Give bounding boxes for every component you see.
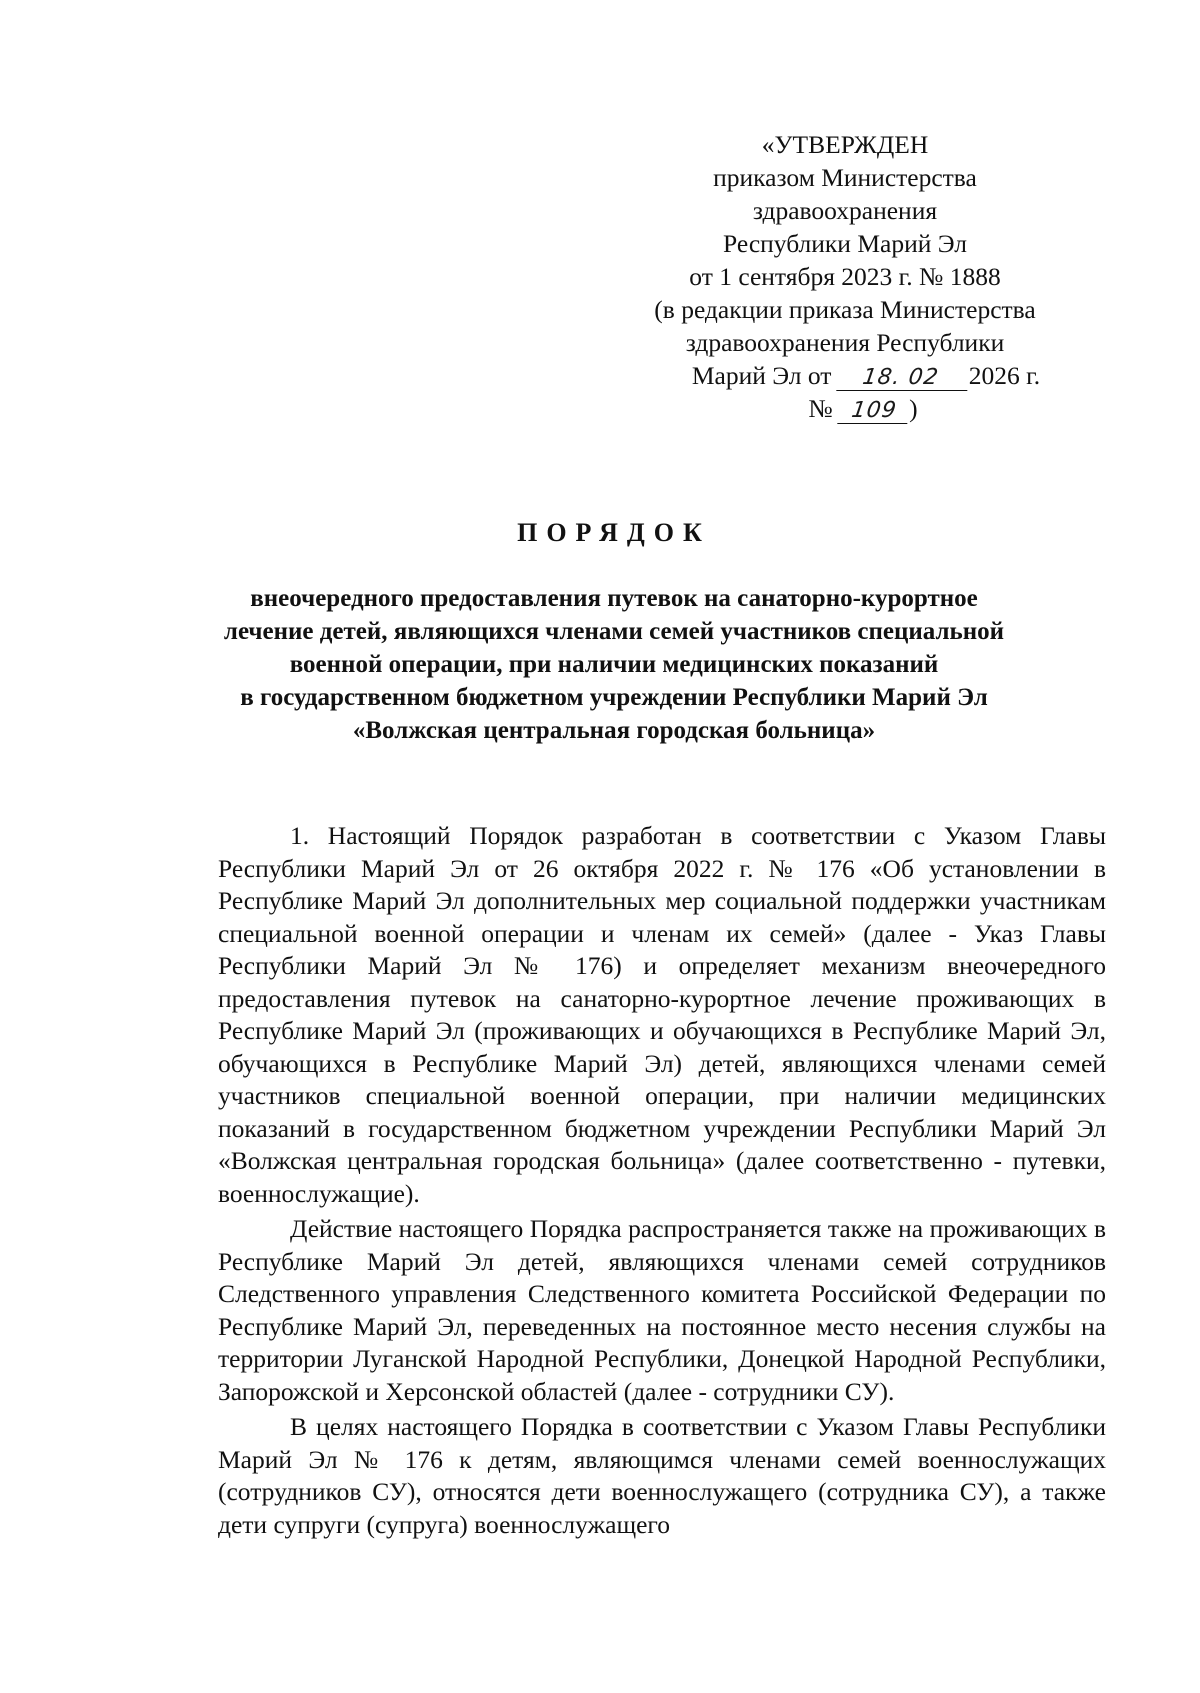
approval-order-line: приказом Министерства — [713, 163, 977, 192]
approval-ministry-line: здравоохранения — [752, 196, 938, 225]
revision-number-suffix: ) — [909, 394, 918, 423]
subtitle-line-1: внеочередного предоставления путевок на санаторно-курортное — [250, 585, 978, 612]
handwritten-date: 18. 02 — [836, 366, 971, 391]
revision-number-prefix: № — [808, 394, 833, 423]
approval-revision-line: (в редакции приказа Министерства — [654, 295, 1036, 324]
approval-date-line: от 1 сентября 2023 г. № 1888 — [689, 262, 1001, 291]
paragraph-2: Действие настоящего Порядка распространяется также на проживающих в Республике Марий Эл детей, являющихся членами семей сотрудников Следственного управления Следственного комитета Российской Федерации по Республике Марий Эл, переведенных на постоянное место несения службы на территории Луганской Народной Республики, Донецкой Народной Республики, Запорожской и Херсонской областей (далее - сотрудники СУ). — [218, 1214, 1106, 1406]
paragraph-1: 1. Настоящий Порядок разработан в соответствии с Указом Главы Республики Марий Эл от 26 октября 2022 г. № 176 «Об установлении в Республике Марий Эл дополнительных мер социальной поддержки участникам специальной военной операции и членам их семей» (далее - Указ Главы Республики Марий Эл № 176) и определяет механизм внеочередного предоставления путевок на санаторно-курортное лечение проживающих в Республике Марий Эл (проживающих и обучающихся в Республике Марий Эл, обучающихся в Республике Марий Эл) детей, являющихся членами семей участников специальной военной операции, при наличии медицинских показаний в государственном бюджетном учреждении Республики Марий Эл «Волжская центральная городская больница» (далее соответственно - путевки, военнослужащие). — [218, 821, 1106, 1208]
subtitle-line-5: «Волжская центральная городская больница» — [352, 717, 876, 744]
subtitle-line-3: военной операции, при наличии медицинских показаний — [289, 651, 939, 678]
approval-revision-date-line — [610, 359, 1080, 392]
approval-stamp-block — [610, 128, 1080, 425]
approval-heading: «УТВЕРЖДЕН — [761, 130, 929, 159]
approval-revision-ministry-line: здравоохранения Республики — [685, 328, 1005, 357]
paragraph-3: В целях настоящего Порядка в соответствии с Указом Главы Республики Марий Эл № 176 к детям, являющимся членами семей военнослужащих (сотрудников СУ), относятся дети военнослужащего (сотрудника СУ), а также дети супруги (супруга) военнослужащего — [218, 1412, 1106, 1539]
subtitle-line-2: лечение детей, являющихся членами семей участников специальной — [223, 618, 1005, 645]
document-body — [218, 820, 1106, 1544]
subtitle-line-4: в государственном бюджетном учреждении Республики Марий Эл — [240, 684, 988, 711]
approval-revision-number-line — [610, 392, 1080, 425]
approval-republic-line: Республики Марий Эл — [723, 229, 967, 258]
handwritten-number: 109 — [837, 399, 911, 424]
document-subtitle — [200, 582, 1028, 747]
document-title: ПОРЯДОК — [517, 518, 711, 547]
revision-date-suffix: 2026 г. — [968, 361, 1041, 390]
revision-date-prefix: Марий Эл от — [691, 361, 832, 390]
